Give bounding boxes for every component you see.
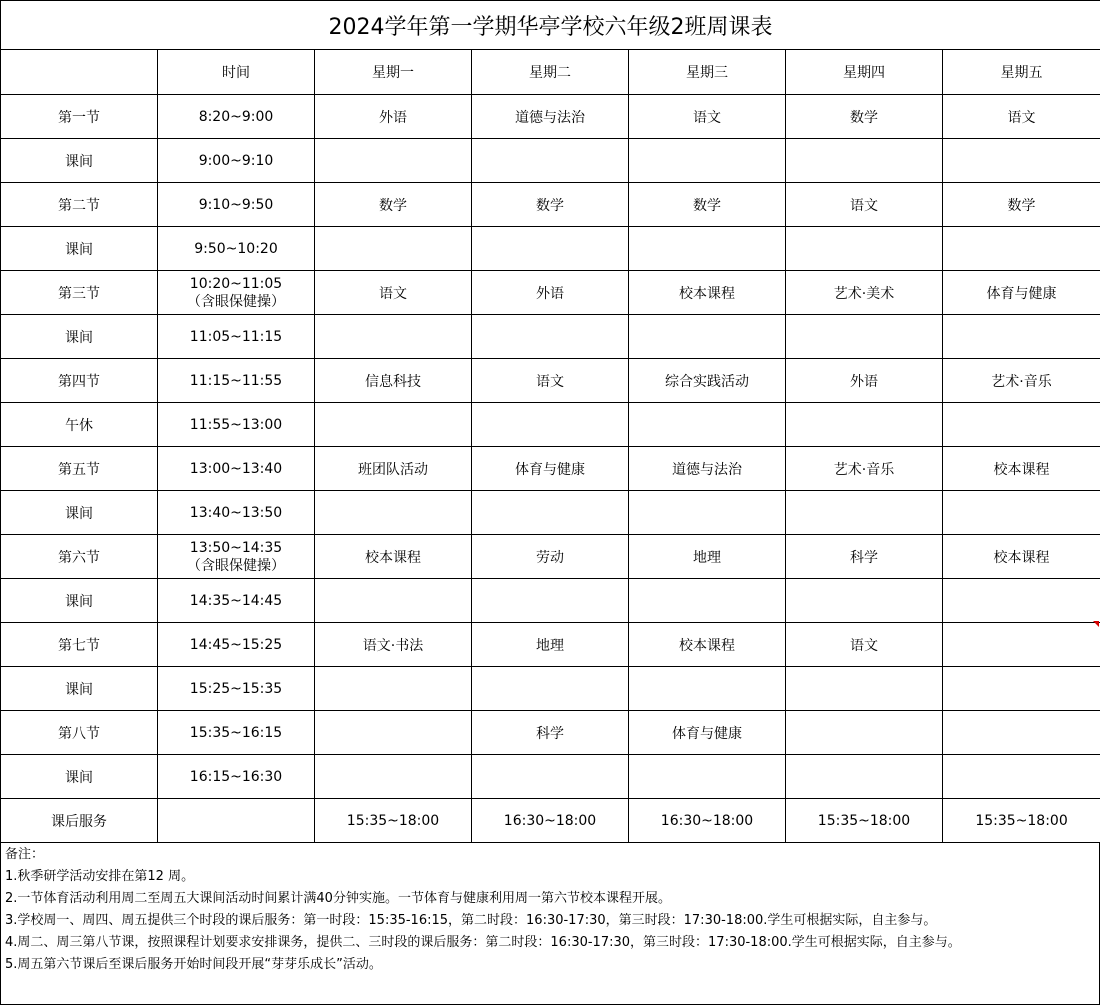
subject-cell[interactable] (786, 491, 943, 535)
subject-cell[interactable] (786, 227, 943, 271)
subject-cell[interactable] (786, 667, 943, 711)
subject-cell[interactable]: 数学 (786, 95, 943, 139)
subject-cell[interactable] (943, 623, 1100, 667)
table-row (1, 491, 1100, 535)
notes-heading: 备注： (5, 847, 45, 862)
time-cell[interactable] (158, 667, 315, 711)
subject-cell[interactable] (315, 227, 472, 271)
time-range: 13:40~13:50 (189, 504, 283, 521)
period-label-cell[interactable]: 第三节 (1, 271, 158, 315)
table-row (1, 447, 1100, 491)
subject-cell[interactable] (629, 667, 786, 711)
notes-section[interactable] (0, 842, 1100, 1005)
subject-cell[interactable] (943, 667, 1100, 711)
time-cell[interactable] (158, 623, 315, 667)
subject-cell[interactable]: 校本课程 (629, 623, 786, 667)
subject-cell[interactable] (315, 315, 472, 359)
time-cell[interactable] (158, 447, 315, 491)
period-label-cell[interactable]: 课间 (1, 579, 158, 623)
subject-cell[interactable]: 语文 (629, 95, 786, 139)
table-row (1, 535, 1100, 579)
subject-cell[interactable] (943, 315, 1100, 359)
header-cell-day[interactable]: 星期四 (786, 50, 943, 95)
subject-cell[interactable] (629, 403, 786, 447)
subject-cell[interactable]: 15:35~18:00 (786, 799, 943, 843)
subject-cell[interactable] (629, 755, 786, 799)
header-cell-day[interactable]: 星期一 (315, 50, 472, 95)
time-range: 9:50~10:20 (194, 240, 278, 257)
subject-cell[interactable]: 艺术·美术 (786, 271, 943, 315)
time-cell[interactable] (158, 403, 315, 447)
subject-cell[interactable] (786, 403, 943, 447)
time-cell[interactable] (158, 271, 315, 315)
subject-cell[interactable]: 校本课程 (315, 535, 472, 579)
subject-cell[interactable] (315, 403, 472, 447)
note-item: 3.学校周一、周四、周五提供三个时段的课后服务：第一时段：15:35-16:15，第二时段：16:30-17:30，第三时段：17:30-18:00.学生可根据实际，自主参与。 (5, 913, 937, 928)
subject-cell[interactable]: 语文 (315, 271, 472, 315)
time-range: 9:10~9:50 (198, 196, 274, 213)
subject-cell[interactable] (472, 491, 629, 535)
subject-cell[interactable]: 体育与健康 (472, 447, 629, 491)
subject-cell[interactable] (943, 491, 1100, 535)
period-label-cell[interactable]: 第一节 (1, 95, 158, 139)
subject-cell[interactable]: 数学 (472, 183, 629, 227)
time-cell[interactable] (158, 799, 315, 843)
subject-cell[interactable] (315, 139, 472, 183)
subject-cell[interactable] (786, 315, 943, 359)
table-row (1, 667, 1100, 711)
period-label-cell[interactable]: 第八节 (1, 711, 158, 755)
subject-cell[interactable] (629, 579, 786, 623)
time-range: 13:00~13:40 (189, 460, 283, 477)
subject-cell[interactable] (472, 227, 629, 271)
period-label-cell[interactable]: 课间 (1, 227, 158, 271)
table-row (1, 359, 1100, 403)
period-label-cell[interactable]: 课间 (1, 755, 158, 799)
period-label-cell[interactable]: 课间 (1, 315, 158, 359)
subject-cell[interactable]: 信息科技 (315, 359, 472, 403)
subject-cell[interactable]: 科学 (472, 711, 629, 755)
page-title[interactable]: 2024学年第一学期华亭学校六年级2班周课表 (1, 1, 1100, 50)
subject-cell[interactable] (315, 491, 472, 535)
time-cell[interactable] (158, 183, 315, 227)
subject-cell[interactable] (315, 579, 472, 623)
table-row (1, 315, 1100, 359)
period-label-cell[interactable]: 第五节 (1, 447, 158, 491)
subject-cell[interactable]: 数学 (943, 183, 1100, 227)
subject-cell[interactable]: 外语 (472, 271, 629, 315)
time-range: 14:45~15:25 (189, 636, 283, 653)
period-label-cell[interactable]: 午休 (1, 403, 158, 447)
table-row (1, 227, 1100, 271)
subject-cell[interactable] (629, 315, 786, 359)
period-label-cell[interactable]: 课间 (1, 667, 158, 711)
note-item: 2.一节体育活动利用周二至周五大课间活动时间累计满40分钟实施。一节体育与健康利用周一第六节校本课程开展。 (5, 891, 671, 906)
period-label-cell[interactable]: 课间 (1, 491, 158, 535)
subject-cell[interactable] (786, 579, 943, 623)
time-range: 15:25~15:35 (189, 680, 283, 697)
time-range: 15:35~16:15 (189, 724, 283, 741)
header-cell-day[interactable]: 星期二 (472, 50, 629, 95)
subject-cell[interactable]: 综合实践活动 (629, 359, 786, 403)
period-label-cell[interactable]: 第六节 (1, 535, 158, 579)
subject-cell[interactable]: 科学 (786, 535, 943, 579)
subject-cell[interactable] (943, 755, 1100, 799)
note-item: 5.周五第六节课后至课后服务开始时间段开展“芽芽乐成长”活动。 (5, 957, 382, 972)
subject-cell[interactable]: 校本课程 (943, 535, 1100, 579)
subject-cell[interactable]: 数学 (315, 183, 472, 227)
subject-cell[interactable] (472, 755, 629, 799)
subject-cell[interactable]: 语文 (472, 359, 629, 403)
header-cell-time[interactable]: 时间 (158, 50, 315, 95)
subject-cell[interactable]: 体育与健康 (943, 271, 1100, 315)
time-note: （含眼保健操） (187, 557, 285, 574)
subject-cell[interactable] (472, 403, 629, 447)
subject-cell[interactable] (786, 755, 943, 799)
subject-cell[interactable] (786, 139, 943, 183)
time-range: 13:50~14:35 (189, 539, 283, 556)
subject-cell[interactable]: 道德与法治 (472, 95, 629, 139)
time-range: 11:05~11:15 (189, 328, 283, 345)
note-item: 4.周二、周三第八节课，按照课程计划要求安排课务，提供二、三时段的课后服务：第二时段：16:30-17:30，第三时段：17:30-18:00.学生可根据实际，自主参与。 (5, 935, 961, 950)
subject-cell[interactable]: 语文 (786, 623, 943, 667)
time-range: 11:15~11:55 (189, 372, 283, 389)
table-row (1, 95, 1100, 139)
comment-marker-icon[interactable] (1093, 621, 1099, 627)
subject-cell[interactable] (943, 227, 1100, 271)
time-cell[interactable] (158, 315, 315, 359)
period-label-cell[interactable]: 第四节 (1, 359, 158, 403)
period-label-cell[interactable]: 课后服务 (1, 799, 158, 843)
period-label-cell[interactable]: 课间 (1, 139, 158, 183)
subject-cell[interactable]: 班团队活动 (315, 447, 472, 491)
subject-cell[interactable]: 艺术·音乐 (943, 359, 1100, 403)
header-cell-day[interactable]: 星期三 (629, 50, 786, 95)
subject-cell[interactable]: 15:35~18:00 (315, 799, 472, 843)
subject-cell[interactable]: 15:35~18:00 (943, 799, 1100, 843)
subject-cell[interactable]: 16:30~18:00 (629, 799, 786, 843)
table-row (1, 755, 1100, 799)
time-cell[interactable] (158, 359, 315, 403)
subject-cell[interactable]: 劳动 (472, 535, 629, 579)
time-range: 14:35~14:45 (189, 592, 283, 609)
time-range: 8:20~9:00 (198, 108, 274, 125)
period-label-cell[interactable]: 第七节 (1, 623, 158, 667)
table-row (1, 139, 1100, 183)
header-row (1, 50, 1100, 95)
time-cell[interactable] (158, 139, 315, 183)
subject-cell[interactable] (315, 667, 472, 711)
subject-cell[interactable] (315, 711, 472, 755)
time-cell[interactable] (158, 711, 315, 755)
subject-cell[interactable] (629, 491, 786, 535)
subject-cell[interactable] (943, 139, 1100, 183)
time-cell[interactable] (158, 579, 315, 623)
subject-cell[interactable]: 校本课程 (629, 271, 786, 315)
table-row (1, 711, 1100, 755)
subject-cell[interactable]: 语文·书法 (315, 623, 472, 667)
table-row (1, 271, 1100, 315)
time-note: （含眼保健操） (187, 293, 285, 310)
time-range: 10:20~11:05 (189, 275, 283, 292)
subject-cell[interactable]: 外语 (786, 359, 943, 403)
subject-cell[interactable]: 外语 (315, 95, 472, 139)
subject-cell[interactable]: 数学 (629, 183, 786, 227)
header-cell-blank[interactable] (1, 50, 158, 95)
time-range: 11:55~13:00 (189, 416, 283, 433)
subject-cell[interactable]: 语文 (943, 95, 1100, 139)
subject-cell[interactable] (472, 579, 629, 623)
table-row (1, 799, 1100, 843)
subject-cell[interactable] (472, 315, 629, 359)
subject-cell[interactable] (472, 667, 629, 711)
subject-cell[interactable]: 体育与健康 (629, 711, 786, 755)
table-row (1, 579, 1100, 623)
note-item: 1.秋季研学活动安排在第12 周。 (5, 869, 195, 884)
time-cell[interactable] (158, 491, 315, 535)
header-cell-day[interactable]: 星期五 (943, 50, 1100, 95)
period-label-cell[interactable]: 第二节 (1, 183, 158, 227)
subject-cell[interactable]: 道德与法治 (629, 447, 786, 491)
subject-cell[interactable] (315, 755, 472, 799)
subject-cell[interactable]: 校本课程 (943, 447, 1100, 491)
time-cell[interactable] (158, 227, 315, 271)
time-cell[interactable] (158, 95, 315, 139)
table-row (1, 623, 1100, 667)
time-range: 9:00~9:10 (198, 152, 274, 169)
subject-cell[interactable]: 语文 (786, 183, 943, 227)
subject-cell[interactable] (943, 579, 1100, 623)
subject-cell[interactable]: 地理 (472, 623, 629, 667)
subject-cell[interactable]: 16:30~18:00 (472, 799, 629, 843)
table-row (1, 183, 1100, 227)
subject-cell[interactable] (943, 403, 1100, 447)
subject-cell[interactable] (629, 139, 786, 183)
time-cell[interactable] (158, 755, 315, 799)
subject-cell[interactable]: 艺术·音乐 (786, 447, 943, 491)
subject-cell[interactable] (786, 711, 943, 755)
table-row (1, 403, 1100, 447)
subject-cell[interactable]: 地理 (629, 535, 786, 579)
subject-cell[interactable] (943, 711, 1100, 755)
subject-cell[interactable] (472, 139, 629, 183)
subject-cell[interactable] (629, 227, 786, 271)
time-range: 16:15~16:30 (189, 768, 283, 785)
time-cell[interactable] (158, 535, 315, 579)
